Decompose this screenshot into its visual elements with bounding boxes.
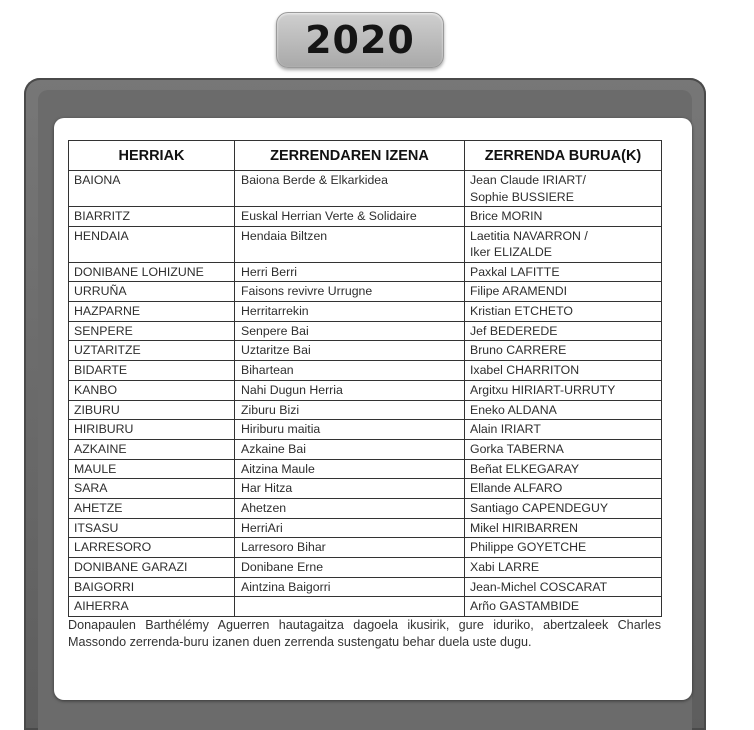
cell-town: BIARRITZ bbox=[69, 207, 235, 227]
table-row bbox=[69, 282, 662, 302]
cell-town: DONIBANE GARAZI bbox=[69, 558, 235, 578]
table-row bbox=[69, 597, 662, 617]
cell-list-leader: Paxkal LAFITTE bbox=[465, 262, 662, 282]
cell-list-leader: Gorka TABERNA bbox=[465, 439, 662, 459]
cell-list-leader: Jef BEDEREDE bbox=[465, 321, 662, 341]
cell-list-name: Hiriburu maitia bbox=[235, 420, 465, 440]
cell-list-leader: Mikel HIRIBARREN bbox=[465, 518, 662, 538]
cell-town: ZIBURU bbox=[69, 400, 235, 420]
cell-town: SENPERE bbox=[69, 321, 235, 341]
cell-list-name: Ziburu Bizi bbox=[235, 400, 465, 420]
cell-list-name: HerriAri bbox=[235, 518, 465, 538]
cell-list-name: Senpere Bai bbox=[235, 321, 465, 341]
header-list-leaders: ZERRENDA BURUA(K) bbox=[465, 141, 662, 171]
table-row bbox=[69, 226, 662, 262]
table-row bbox=[69, 400, 662, 420]
cell-town: DONIBANE LOHIZUNE bbox=[69, 262, 235, 282]
cell-list-leader: Argitxu HIRIART-URRUTY bbox=[465, 380, 662, 400]
table-row bbox=[69, 321, 662, 341]
year-label: 2020 bbox=[305, 18, 415, 62]
cell-list-name bbox=[235, 597, 465, 617]
footnote-text: Donapaulen Barthélémy Aguerren hautagaitza dagoela ikusirik, gure iduriko, abertzaleek Charles Massondo zerrenda-buru izanen duen zerrenda sustengatu behar duela uste dugu. bbox=[68, 618, 661, 649]
table-row bbox=[69, 420, 662, 440]
table-row bbox=[69, 439, 662, 459]
cell-town: LARRESORO bbox=[69, 538, 235, 558]
cell-list-leader: Xabi LARRE bbox=[465, 558, 662, 578]
cell-list-leader: Bruno CARRERE bbox=[465, 341, 662, 361]
lists-table bbox=[68, 140, 662, 617]
cell-list-name: Herri Berri bbox=[235, 262, 465, 282]
cell-list-leader: Alain IRIART bbox=[465, 420, 662, 440]
cell-town: BIDARTE bbox=[69, 361, 235, 381]
cell-town: HIRIBURU bbox=[69, 420, 235, 440]
cell-town: AHETZE bbox=[69, 498, 235, 518]
year-badge bbox=[276, 12, 444, 68]
table-row bbox=[69, 479, 662, 499]
cell-list-name: Har Hitza bbox=[235, 479, 465, 499]
cell-town: ITSASU bbox=[69, 518, 235, 538]
cell-list-leader: Kristian ETCHETO bbox=[465, 302, 662, 322]
cell-town: AIHERRA bbox=[69, 597, 235, 617]
cell-list-name: Azkaine Bai bbox=[235, 439, 465, 459]
cell-town: URRUÑA bbox=[69, 282, 235, 302]
cell-list-leader: Jean Claude IRIART/ Sophie BUSSIERE bbox=[465, 171, 662, 207]
table-header-row bbox=[69, 141, 662, 171]
table-row bbox=[69, 302, 662, 322]
cell-town: AZKAINE bbox=[69, 439, 235, 459]
cell-list-leader: Santiago CAPENDEGUY bbox=[465, 498, 662, 518]
table-row bbox=[69, 577, 662, 597]
cell-list-name: Euskal Herrian Verte & Solidaire bbox=[235, 207, 465, 227]
cell-town: BAIGORRI bbox=[69, 577, 235, 597]
cell-list-leader: Ellande ALFARO bbox=[465, 479, 662, 499]
cell-list-name: Aintzina Baigorri bbox=[235, 577, 465, 597]
cell-list-name: Ahetzen bbox=[235, 498, 465, 518]
cell-list-name: Donibane Erne bbox=[235, 558, 465, 578]
table-row bbox=[69, 518, 662, 538]
table-row bbox=[69, 207, 662, 227]
table-row bbox=[69, 459, 662, 479]
cell-list-name: Hendaia Biltzen bbox=[235, 226, 465, 262]
cell-town: UZTARITZE bbox=[69, 341, 235, 361]
cell-list-leader: Brice MORIN bbox=[465, 207, 662, 227]
cell-list-name: Larresoro Bihar bbox=[235, 538, 465, 558]
cell-list-leader: Ixabel CHARRITON bbox=[465, 361, 662, 381]
cell-town: BAIONA bbox=[69, 171, 235, 207]
table-row bbox=[69, 361, 662, 381]
cell-list-name: Aitzina Maule bbox=[235, 459, 465, 479]
cell-list-leader: Beñat ELKEGARAY bbox=[465, 459, 662, 479]
cell-list-name: Faisons revivre Urrugne bbox=[235, 282, 465, 302]
cell-list-leader: Philippe GOYETCHE bbox=[465, 538, 662, 558]
cell-list-name: Baiona Berde & Elkarkidea bbox=[235, 171, 465, 207]
table-row bbox=[69, 538, 662, 558]
cell-list-leader: Jean-Michel COSCARAT bbox=[465, 577, 662, 597]
cell-list-name: Uztaritze Bai bbox=[235, 341, 465, 361]
header-towns: HERRIAK bbox=[69, 141, 235, 171]
table-row bbox=[69, 380, 662, 400]
cell-list-leader: Arño GASTAMBIDE bbox=[465, 597, 662, 617]
cell-list-leader: Eneko ALDANA bbox=[465, 400, 662, 420]
cell-list-leader: Laetitia NAVARRON / Iker ELIZALDE bbox=[465, 226, 662, 262]
cell-town: HENDAIA bbox=[69, 226, 235, 262]
cell-list-name: Herritarrekin bbox=[235, 302, 465, 322]
table-row bbox=[69, 262, 662, 282]
cell-list-name: Bihartean bbox=[235, 361, 465, 381]
cell-town: SARA bbox=[69, 479, 235, 499]
cell-town: HAZPARNE bbox=[69, 302, 235, 322]
header-list-name: ZERRENDAREN IZENA bbox=[235, 141, 465, 171]
table-row bbox=[69, 498, 662, 518]
table-row bbox=[69, 171, 662, 207]
table-row bbox=[69, 341, 662, 361]
cell-town: KANBO bbox=[69, 380, 235, 400]
cell-list-leader: Filipe ARAMENDI bbox=[465, 282, 662, 302]
cell-list-name: Nahi Dugun Herria bbox=[235, 380, 465, 400]
table-row bbox=[69, 558, 662, 578]
cell-town: MAULE bbox=[69, 459, 235, 479]
